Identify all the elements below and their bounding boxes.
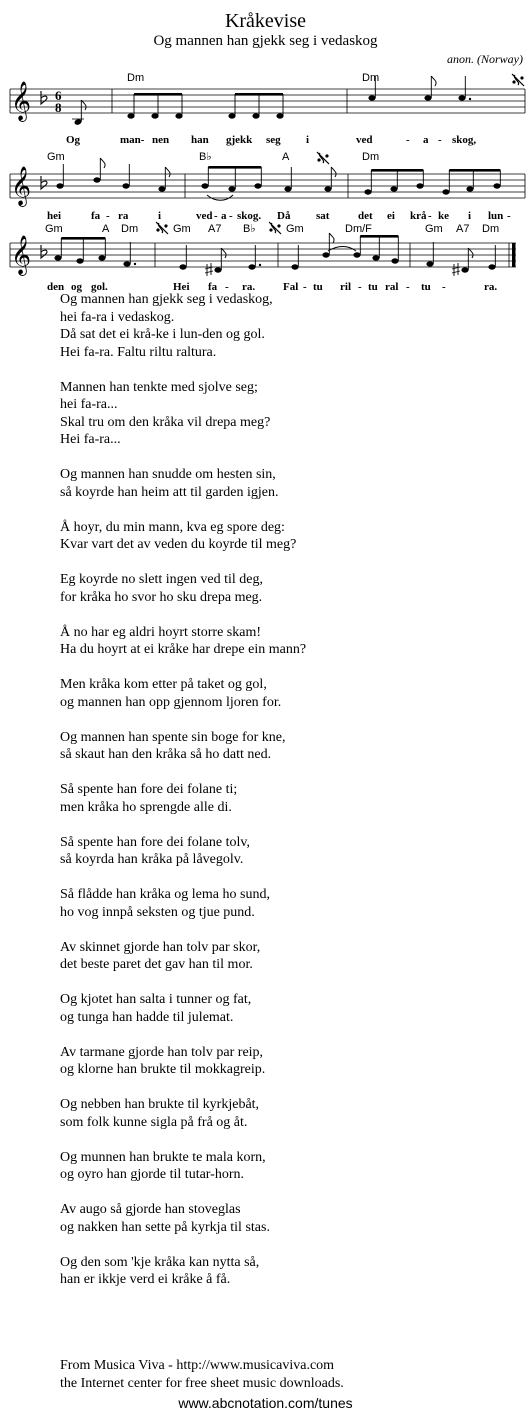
lyric-syllable: i [468,210,472,222]
lyric-syllable: a [423,134,429,146]
lyric-line: Og den som 'kje kråka kan nytta så, [60,1254,260,1270]
lyric-line: Men kråka kom etter på taket og gol, [60,677,267,692]
lyric-line: Hei fa-ra... [60,432,121,447]
staff-system-2 [10,151,525,222]
source-credit-line: the Internet center for free sheet music downloads. [60,1375,344,1391]
lyric-syllable: Fal [283,281,299,293]
time-signature: 6 [55,88,62,103]
chord-symbol: B♭ [243,223,256,235]
lyric-syllable: hei [47,210,62,222]
lyric-line: han er ikkje verd ei kråke å få. [60,1272,231,1287]
lyric-syllable: Då [277,210,291,222]
lyric-syllable: det [358,210,373,222]
lyric-syllable: - [229,210,233,222]
lyric-syllable: lun [488,210,504,222]
lyrics-stanza [60,519,306,554]
lyric-line: Å hoyr, du min mann, kva eg spore deg: [60,519,285,535]
lyric-line: ho vog innpå seksten og tjue pund. [60,904,255,920]
lyrics-stanza [60,729,306,764]
lyric-syllable: ra [118,210,129,222]
lyric-line: Og nebben han brukte til kyrkjebåt, [60,1097,260,1112]
lyrics-stanza [60,1149,306,1184]
chord-symbol: Dm [362,72,380,84]
lyric-line: og mannen han opp gjennom ljoren for. [60,694,282,710]
chord-symbol: B♭ [199,151,212,163]
lyric-syllable: - [442,281,446,293]
lyric-line: Ha du hoyrt at ei kråke har drepe ein mann? [60,642,307,657]
lyrics-stanza [60,291,306,361]
lyric-syllable: - [225,281,229,293]
lyric-line: så koyrde han heim att til garden igjen. [60,484,279,500]
lyric-line: for kråka ho svor ho sku drepa meg. [60,589,263,605]
lyric-syllable: a [221,210,227,222]
lyric-line: det beste paret det gav han til mor. [60,957,253,972]
lyric-syllable: sat [316,210,330,222]
lyric-syllable: - [428,210,432,222]
lyric-line: men kråka ho sprengde alle di. [60,799,232,815]
lyric-line: Og munnen han brukte te mala korn, [60,1149,266,1165]
lyric-line: Kvar vart det av veden du koyrde til meg? [60,537,297,552]
lyrics-stanza [60,1201,306,1236]
lyric-syllable: - [358,281,362,293]
treble-clef-icon: 𝄞 [11,81,32,121]
segno-icon [156,222,168,234]
segno-icon [512,74,524,86]
lyric-syllable: tu [421,281,431,293]
lyric-syllable: Hei [173,281,190,293]
composer-credit: anon. (Norway) [447,52,523,66]
lyric-syllable: ril [340,281,351,293]
lyric-syllable: Og [66,134,81,146]
abcnotation-url: www.abcnotation.com/tunes [178,1395,353,1411]
lyric-line: som folk kunne sigla på frå og åt. [60,1114,248,1130]
lyric-syllable: fa [91,210,101,222]
treble-clef-icon: 𝄞 [11,235,32,275]
lyrics-stanza [60,1044,306,1079]
flat-key-signature-icon [41,245,47,258]
lyrics-stanza [60,571,306,606]
lyrics-stanza [60,991,306,1026]
lyric-syllable: - [438,134,442,146]
lyric-syllable: den [47,281,65,293]
staff-system-1 [10,72,525,146]
lyric-syllable: gol. [91,281,108,293]
lyric-line: Og mannen han gjekk seg i vedaskog, [60,292,273,307]
segno-icon [317,152,329,164]
lyric-line: og nakken han sette på kyrkja til stas. [60,1219,270,1235]
lyric-line: Skal tru om den kråka vil drepa meg? [60,414,271,430]
chord-symbol: Dm [127,72,145,84]
lyric-syllable: - [406,281,410,293]
lyric-syllable: i [306,134,310,146]
lyrics-stanza [60,379,306,449]
lyric-line: Så spente han fore dei folane ti; [60,782,238,797]
lyric-line: Og mannen han spente sin boge for kne, [60,729,286,745]
lyric-line: hei fa-ra i vedaskog. [60,309,175,325]
lyric-line: Så flådde han kråka og lema ho sund, [60,887,270,902]
lyric-line: hei fa-ra... [60,397,118,412]
lyric-syllable: ral [385,281,399,293]
song-title: Kråkevise [224,10,307,32]
lyric-syllable: seg [266,134,281,146]
lyrics-stanza [60,1254,306,1289]
lyric-syllable: skog. [237,210,262,222]
chord-symbol: Gm [45,223,63,235]
lyric-line: og oyro han gjorde til tutar-horn. [60,1167,245,1182]
lyric-syllable: ke [438,210,449,222]
lyric-line: Mannen han tenkte med sjolve seg; [60,379,258,395]
lyric-line: Og mannen han snudde om hesten sin, [60,467,276,482]
chord-symbol: A [282,151,290,163]
chord-symbol: Gm [425,223,443,235]
sharp-accidental-icon [452,263,460,276]
lyric-syllable: ei [387,210,395,222]
staff-system-3 [10,222,516,293]
lyric-syllable: og [71,281,82,293]
lyrics-stanza [60,834,306,869]
lyrics-stanza [60,781,306,816]
lyric-line: Hei fa-ra. Faltu riltu raltura. [60,344,217,360]
treble-clef-icon: 𝄞 [11,166,32,206]
chord-symbol: A7 [208,223,222,235]
segno-icon [269,222,281,234]
lyric-syllable: nen [152,134,170,146]
lyric-line: Av augo så gjorde han stoveglas [60,1202,241,1217]
lyric-syllable: krå [410,210,427,222]
chord-symbol: Dm [362,151,380,163]
sheet-music-score [0,66,531,293]
lyrics-stanza [60,886,306,921]
song-subtitle: Og mannen han gjekk seg i vedaskog [153,33,378,49]
sharp-accidental-icon [205,263,213,276]
lyrics-stanza [60,939,306,974]
lyrics-text [60,291,306,1306]
lyric-line: og tunga han hadde til julemat. [60,1009,234,1025]
source-credit-line: From Musica Viva - http://www.musicaviva.com [60,1358,335,1373]
lyric-syllable: - [214,210,218,222]
flat-key-signature-icon [41,176,47,189]
lyrics-stanza [60,624,306,659]
lyric-syllable: skog, [452,134,477,146]
lyric-syllable: ved [356,134,373,146]
lyric-line: Eg koyrde no slett ingen ved til deg, [60,572,263,587]
lyric-syllable: ra. [484,281,498,293]
lyric-syllable: tu [313,281,323,293]
chord-symbol: A [102,223,110,235]
chord-symbol: Gm [173,223,191,235]
chord-symbol: Gm [47,151,65,163]
lyric-line: Og kjotet han salta i tunner og fat, [60,992,252,1007]
lyric-syllable: gjekk [226,134,253,146]
lyrics-stanza [60,1096,306,1131]
lyric-syllable: fa [208,281,218,293]
lyric-syllable: han [191,134,209,146]
chord-symbol: Gm [286,223,304,235]
svg-text:8: 8 [55,100,62,115]
lyric-syllable: - [507,210,511,222]
lyrics-stanza [60,466,306,501]
lyric-line: så skaut han den kråka så ho datt ned. [60,747,272,762]
lyric-syllable: - [303,281,307,293]
lyric-syllable: - [106,210,110,222]
lyric-syllable: man- [120,134,145,146]
lyric-syllable: i [158,210,162,222]
chord-symbol: Dm [482,223,500,235]
chord-symbol: A7 [456,223,470,235]
lyric-syllable: ved [196,210,213,222]
lyric-syllable: ra. [242,281,256,293]
lyric-line: Å no har eg aldri hoyrt storre skam! [60,624,261,640]
chord-symbol: Dm [121,223,139,235]
lyric-syllable: - [406,134,410,146]
flat-key-signature-icon [41,91,47,104]
lyric-syllable: tu [368,281,378,293]
lyric-line: Då sat det ei krå-ke i lun-den og gol. [60,327,265,342]
lyric-line: Av tarmane gjorde han tolv par reip, [60,1044,264,1060]
lyrics-stanza [60,676,306,711]
source-credit [60,1357,344,1392]
lyric-line: og klorne han brukte til mokkagreip. [60,1062,266,1077]
chord-symbol: Dm/F [345,223,372,235]
lyric-line: så koyrda han kråka på låvegolv. [60,852,244,867]
lyric-line: Av skinnet gjorde han tolv par skor, [60,939,261,955]
lyric-line: Så spente han fore dei folane tolv, [60,834,250,850]
